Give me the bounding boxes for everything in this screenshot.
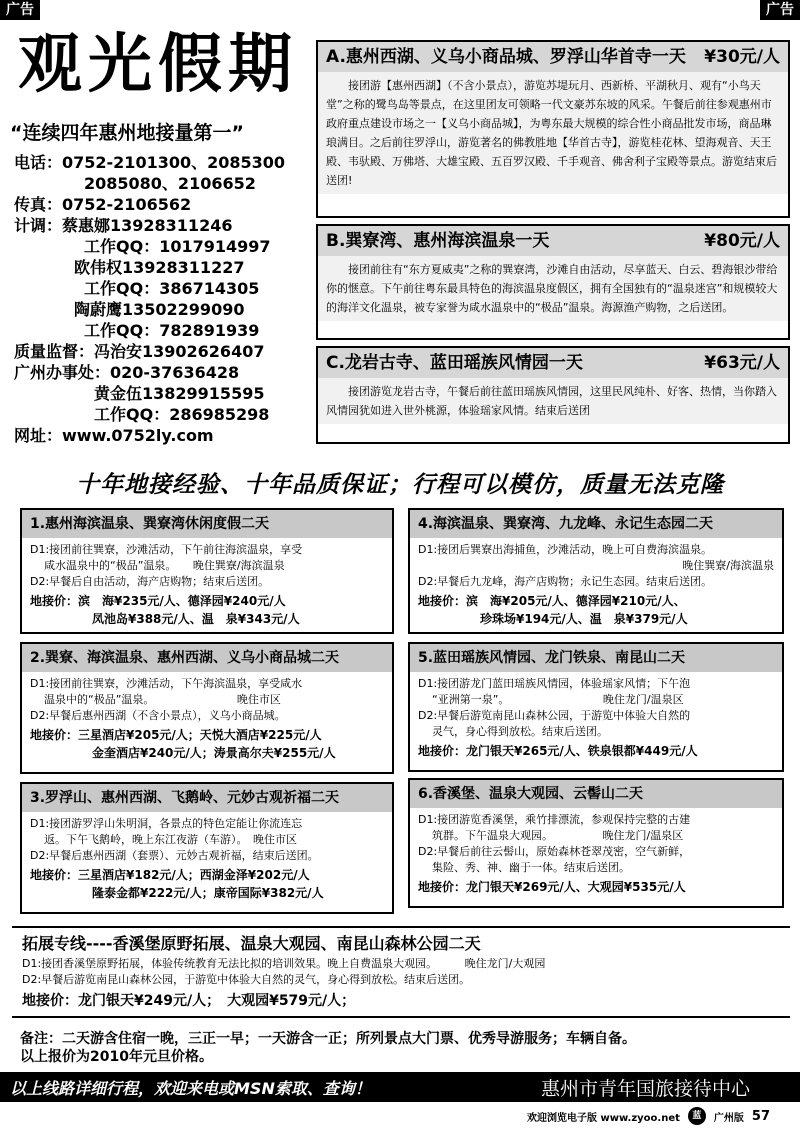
- contact-gz-person: 黄金伍13829915595: [94, 384, 265, 403]
- package-3-price-2: 隆泰金都¥222元/人；康帝国际¥382元/人: [92, 886, 324, 900]
- package-4-line-1: D1:接团后巽寮出海捕鱼，沙滩活动，晚上可自费海滨温泉。: [418, 543, 713, 556]
- tour-a-title: A.惠州西湖、义乌小商品城、罗浮山华首寺一天: [326, 47, 686, 67]
- package-3-line-1: D1:接团游罗浮山朱明洞，各景点的特色定能让你流连忘: [30, 817, 303, 830]
- package-4-price-label: 地接价：: [418, 594, 467, 608]
- company-slogan: “连续四年惠州地接量第一”: [10, 122, 244, 144]
- contact-gz-office: 广州办事处：020-37636428: [14, 363, 240, 382]
- bottom-bar: [0, 1072, 800, 1102]
- ad-tag-left: 广告: [0, 0, 40, 20]
- package-2-title: 2.巽寮、海滨温泉、惠州西湖、义乌小商品城二天: [22, 644, 392, 672]
- package-4-line-3: D2:早餐后九龙峰，海产店购物；永记生态园。结束后送团。: [418, 575, 713, 588]
- package-3-price-label: 地接价：: [30, 868, 79, 882]
- contact-quality: 质量监督：冯治安13902626407: [14, 342, 265, 361]
- package-2-price-label: 地接价：: [30, 728, 79, 742]
- contact-qq-2: 工作QQ：386714305: [84, 279, 260, 298]
- extension-day-1: D1:接团香溪堡原野拓展，体验传统教育无法比拟的培训效果。晚上自费温泉大观园。 晚住龙门/大观园: [22, 957, 546, 970]
- package-1-price-2: 凤池岛¥388元/人、温 泉¥343元/人: [92, 612, 300, 626]
- package-6-line-2: 筑群。下午温泉大观园。 晚住龙门/温泉区: [432, 829, 684, 842]
- tour-a-desc: 接团游【惠州西湖】（不含小景点），游览苏堤玩月、西新桥、平湖秋月、观有“小鸟天堂”之称的鹭鸟岛等景点，在这里团友可领略一代文豪苏东坡的风采。午餐后前往参观惠州市政府重点建设市场之一【义乌小商品城】，为粤东最大规模的综合性小商品批发市场，商品琳琅满目。之后前往罗浮山，游览著名的佛教胜地【华首古寺】，游览桂花林、望海观音、天王殿、韦驮殿、万佛塔、大雄宝殿、五百罗汉殿、千手观音、佛舍利子宝殿等景点。游览结束后送团!: [318, 72, 788, 194]
- extension-day-2: D2:早餐后游览南昆山森林公园，于游览中体验大自然的灵气，身心得到放松。结束后送团。: [22, 973, 471, 986]
- package-2-price-2: 金奎酒店¥240元/人；涛景高尔夫¥255元/人: [92, 746, 336, 760]
- package-6-line-1: D1:接团游览香溪堡，乘竹排漂流，参观保持完整的古建: [418, 813, 691, 826]
- package-4: [408, 508, 784, 634]
- package-4-line-2: 晚住巽寮/海滨温泉: [682, 559, 774, 572]
- package-4-title: 4.海滨温泉、巽寮湾、九龙峰、永记生态园二天: [410, 510, 782, 538]
- notes-line-2: 以上报价为2010年元旦价格。: [20, 1049, 213, 1065]
- package-1-price-label: 地接价：: [30, 594, 79, 608]
- notes-line-1: 备注：二天游含住宿一晚，三正一早；一天游含一正；所列景点大门票、优秀导游服务；车辆自备。: [20, 1031, 636, 1047]
- page-footer: [0, 1104, 800, 1128]
- package-1-line-2: 咸水温泉中的“极品”温泉。 晚住巽寮/海滨温泉: [44, 559, 285, 572]
- package-2-line-2: 温泉中的“极品”温泉。 晚住市区: [44, 693, 281, 706]
- package-3-price-1: 三星酒店¥182元/人；西湖金泽¥202元/人: [78, 868, 310, 882]
- extension-package: [12, 926, 790, 1018]
- package-1: [20, 508, 394, 634]
- package-5-line-3: D2:早餐后游览南昆山森林公园，于游览中体验大自然的: [418, 709, 691, 722]
- contact-phone: 电话：0752-2101300、2085300: [14, 153, 286, 172]
- package-6-price-label: 地接价：: [418, 880, 467, 894]
- contact-qq-3: 工作QQ：782891939: [84, 321, 260, 340]
- package-2-line-1: D1:接团前往巽寮，沙滩活动，下午海滨温泉，享受咸水: [30, 677, 303, 690]
- package-6-title: 6.香溪堡、温泉大观园、云髻山二天: [410, 780, 782, 808]
- package-5-title: 5.蓝田瑶族风情园、龙门铁泉、南昆山二天: [410, 644, 782, 672]
- package-5-line-2: “亚洲第一泉”。 晚住龙门/温泉区: [432, 693, 684, 706]
- tour-a: [316, 40, 790, 218]
- tour-b-title: B.巽寮湾、惠州海滨温泉一天: [326, 231, 550, 251]
- package-2: [20, 642, 394, 774]
- bottom-bar-agency: 惠州市青年国旅接待中心: [540, 1077, 750, 1100]
- contact-planner-1: 计调：蔡惠娜13928311246: [14, 216, 233, 235]
- package-3-line-3: D2:早餐后惠州西湖（套票）、元妙古观祈福，结束后送团。: [30, 849, 319, 862]
- package-6-line-4: 集险、秀、神、幽于一体。结束后送团。: [432, 861, 630, 874]
- tour-c-price: ¥63元/人: [704, 353, 780, 373]
- package-5-price-label: 地接价：: [418, 744, 467, 758]
- package-1-title: 1.惠州海滨温泉、巽寮湾休闲度假二天: [22, 510, 392, 538]
- package-2-line-3: D2:早餐后惠州西湖（不含小景点），义乌小商品城。: [30, 709, 286, 722]
- extension-price: 地接价：龙门银天¥249元/人； 大观园¥579元/人；: [22, 993, 356, 1009]
- page-number: 57: [751, 1108, 770, 1124]
- tour-c-desc: 接团游览龙岩古寺，午餐后前往蓝田瑶族风情园，这里民风纯朴、好客、热情，当你踏入风情园犹如进入世外桃源，体验瑶家风情。结束后送团: [318, 378, 788, 424]
- tour-a-price: ¥30元/人: [704, 47, 780, 67]
- package-5: [408, 642, 784, 772]
- quality-banner: 十年地接经验、十年品质保证；行程可以模仿，质量无法克隆: [76, 471, 724, 498]
- package-6: [408, 778, 784, 908]
- package-1-line-1: D1:接团前往巽寮，沙滩活动，下午前往海滨温泉，享受: [30, 543, 303, 556]
- contact-qq-4: 工作QQ：286985298: [94, 405, 270, 424]
- package-6-price-1: 龙门银天¥269元/人、大观园¥535元/人: [466, 880, 686, 894]
- package-5-price-1: 龙门银天¥265元/人、铁泉银都¥449元/人: [466, 744, 698, 758]
- tour-b: [316, 224, 790, 340]
- package-2-price-1: 三星酒店¥205元/人；天悦大酒店¥225元/人: [78, 728, 322, 742]
- contact-fax: 传真：0752-2106562: [14, 195, 192, 214]
- contact-list: [14, 152, 314, 446]
- package-3-line-2: 返。下午飞鹅岭，晚上东江夜游（车游）。 晚住市区: [44, 833, 297, 846]
- package-1-line-3: D2:早餐后自由活动，海产店购物；结束后送团。: [30, 575, 270, 588]
- package-4-price-2: 珍珠场¥194元/人、温 泉¥379元/人: [480, 612, 688, 626]
- contact-phone-cont: 2085080、2106652: [84, 174, 256, 193]
- package-3-title: 3.罗浮山、惠州西湖、飞鹅岭、元妙古观祈福二天: [22, 784, 392, 812]
- contact-planner-2: 欧伟权13928311227: [74, 258, 245, 277]
- tour-b-desc: 接团前往有“东方夏威夷”之称的巽寮湾，沙滩自由活动，尽享蓝天、白云、碧海银沙带给你的惬意。下午前往粤东最具特色的海滨温泉度假区，拥有全国独有的“温泉迷宫”和规模较大的海洋文化温泉，被专家誉为咸水温泉中的“极品”温泉。海源渔产购物，之后送团。: [318, 256, 788, 321]
- tour-b-price: ¥80元/人: [704, 231, 780, 251]
- bottom-bar-inquiry: 以上线路详细行程，欢迎来电或MSN索取、查询！: [10, 1078, 371, 1098]
- footer-site: 欢迎浏览电子版 www.zyoo.net: [526, 1112, 680, 1124]
- company-name: 观光假期: [18, 27, 298, 102]
- notes: [20, 1030, 790, 1066]
- package-6-line-3: D2:早餐后前往云髻山，原始森林苍翠茂密，空气新鲜，: [418, 845, 691, 858]
- package-5-line-1: D1:接团游龙门蓝田瑶族风情园，体验瑶家风情；下午泡: [418, 677, 691, 690]
- package-3: [20, 782, 394, 914]
- package-4-price-1: 滨 海¥205元/人、德泽园¥210元/人、: [466, 594, 686, 608]
- ad-tag-right: 广告: [760, 0, 800, 20]
- tour-c-title: C.龙岩古寺、蓝田瑶族风情园一天: [326, 353, 583, 373]
- contact-website: 网址：www.0752ly.com: [14, 426, 214, 445]
- extension-title: 拓展专线----香溪堡原野拓展、温泉大观园、南昆山森林公园二天: [22, 934, 481, 953]
- footer-edition: 广州版: [713, 1112, 744, 1124]
- package-1-price-1: 滨 海¥235元/人、德泽园¥240元/人: [78, 594, 286, 608]
- contact-planner-3: 陶蔚鹰13502299090: [74, 300, 245, 319]
- package-5-line-4: 灵气，身心得到放松。结束后送团。: [432, 725, 608, 738]
- tour-c: [316, 346, 790, 444]
- footer-seal-icon: 蓝: [688, 1107, 706, 1125]
- contact-qq-1: 工作QQ：1017914997: [84, 237, 271, 256]
